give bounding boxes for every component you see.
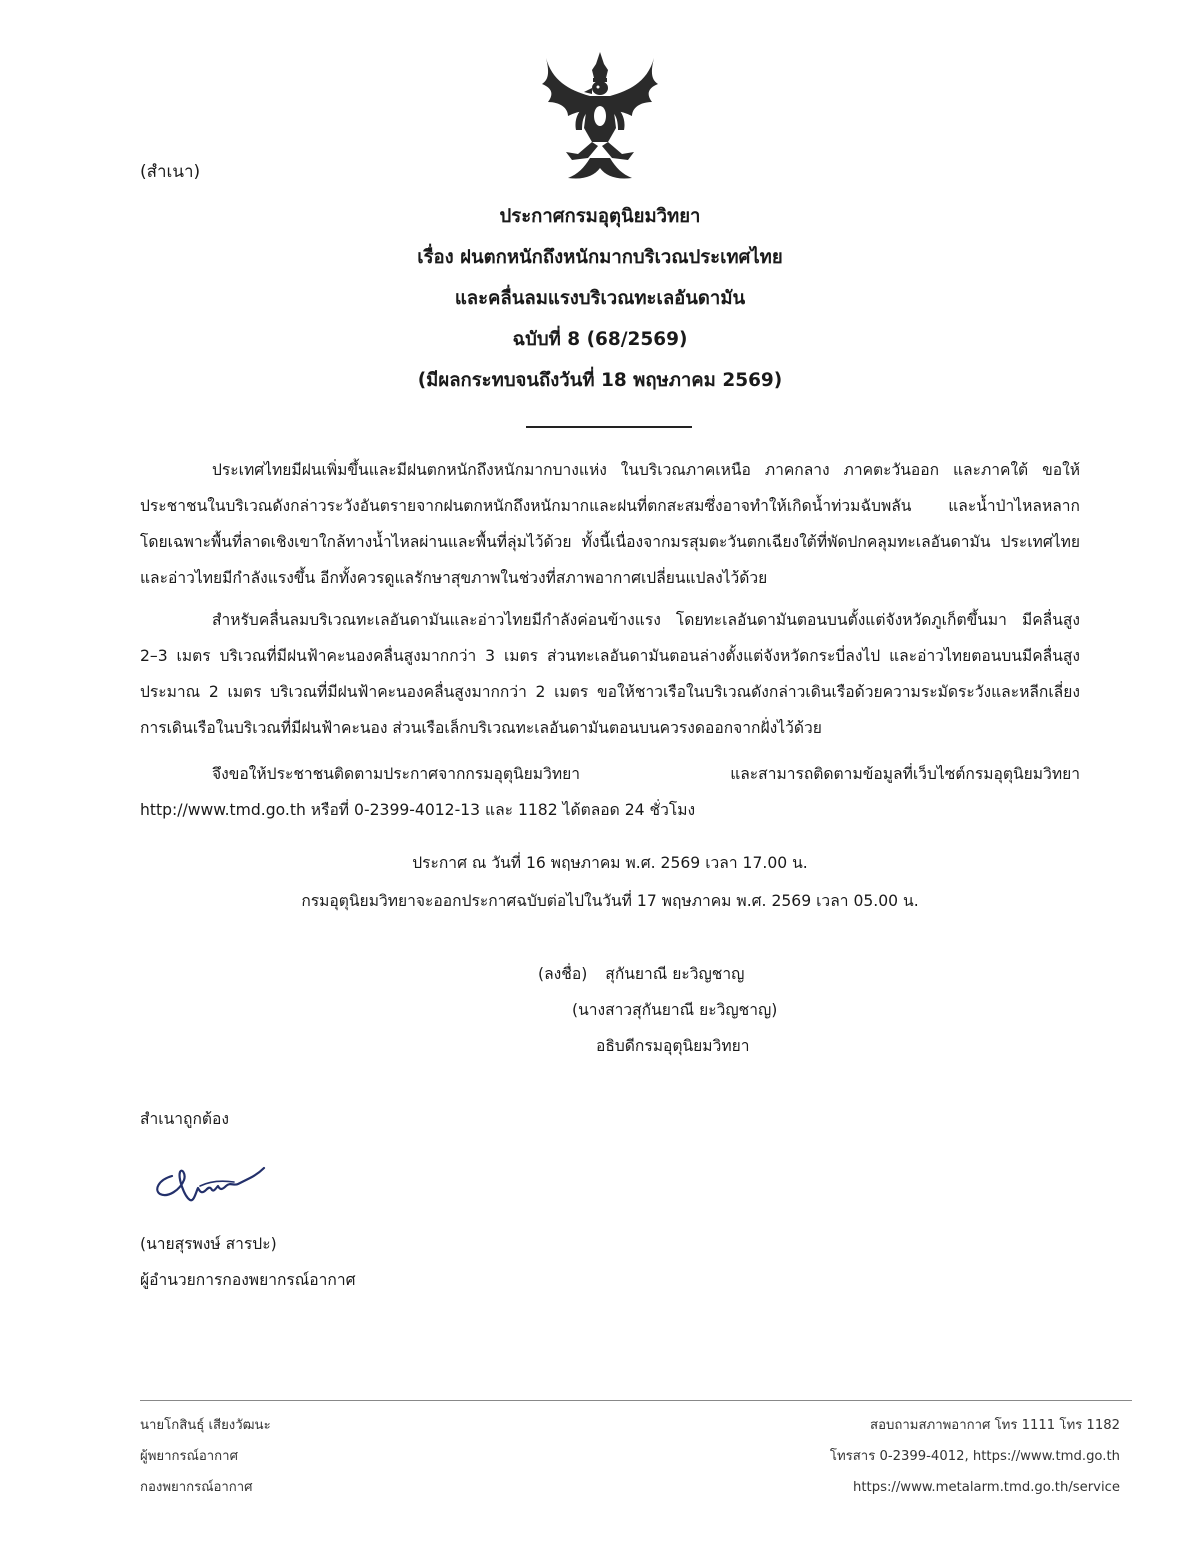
signatory-position: อธิบดีกรมอุตุนิยมวิทยา [596,1037,750,1055]
footer-divider [140,1400,1132,1401]
fax-website: โทรสาร 0-2399-4012, https://www.tmd.go.th [829,1449,1120,1464]
title-subject: เรื่อง ฝนตกหนักถึงหนักมากบริเวณประเทศไทย [417,247,783,268]
inquiry-phone: สอบถามสภาพอากาศ โทร 1111 โทร 1182 [870,1418,1120,1433]
certified-copy-label: สำเนาถูกต้อง [140,1110,230,1128]
title-effective-until: (มีผลกระทบจนถึงวันที่ 18 พฤษภาคม 2569) [417,370,783,391]
paragraph-wave-warning: สำหรับคลื่นลมบริเวณทะเลอันดามันและอ่าวไทยมีกำลังค่อนข้างแรง โดยทะเลอันดามันตอนบนตั้งแต่จังหวัดภูเก็ตขึ้นมา มีคลื่นสูง 2–3 เมตร บริเวณที่มีฝนฟ้าคะนองคลื่นสูงมากกว่า 3 เมตร ส่วนทะเลอันดามันตอนล่างตั้งแต่จังหวัดกระบี่ลงไป และอ่าวไทยตอนบนมีคลื่นสูงประมาณ 2 เมตร บริเวณที่มีฝนฟ้าคะนองคลื่นสูงมากกว่า 2 เมตร ขอให้ชาวเรือในบริเวณดังกล่าวเดินเรือด้วยความระมัดระวังและหลีกเลี่ยงการเดินเรือในบริเวณที่มีฝนฟ้าคะนอง ส่วนเรือเล็กบริเวณทะเลอันดามันตอนบนควรงดออกจากฝั่งไว้ด้วย [140,611,1080,737]
signed-name: สุกันยาณี ยะวิญชาญ [605,965,745,983]
signatory-full-name: (นางสาวสุกันยาณี ยะวิญชาญ) [572,1001,778,1019]
certifier-name: (นายสุรพงษ์ สารปะ) [140,1235,277,1253]
forecaster-role: ผู้พยากรณ์อากาศ [140,1449,238,1464]
next-issue-notice: กรมอุตุนิยมวิทยาจะออกประกาศฉบับต่อไปในวันที่ 17 พฤษภาคม พ.ศ. 2569 เวลา 05.00 น. [301,892,919,910]
announcement-title [200,196,1000,401]
service-url: https://www.metalarm.tmd.go.th/service [853,1480,1120,1495]
copy-mark: (สำเนา) [140,162,201,182]
title-divider [526,426,692,428]
garuda-emblem-icon [538,50,662,182]
footer-forecaster-info [140,1410,271,1503]
title-issue-number: ฉบับที่ 8 (68/2569) [512,329,688,350]
announce-date: ประกาศ ณ วันที่ 16 พฤษภาคม พ.ศ. 2569 เวลา 17.00 น. [412,854,808,872]
title-subject-continued: และคลื่นลมแรงบริเวณทะเลอันดามัน [454,288,746,309]
forecaster-division: กองพยากรณ์อากาศ [140,1480,253,1495]
footer-contact-info [830,1410,1120,1503]
signed-line [538,961,744,986]
forecaster-name: นายโกสินธุ์ เสียงวัฒนะ [140,1418,271,1433]
handwritten-signature [150,1156,268,1210]
paragraph-rain-warning: ประเทศไทยมีฝนเพิ่มขึ้นและมีฝนตกหนักถึงหนักมากบางแห่ง ในบริเวณภาคเหนือ ภาคกลาง ภาคตะวันออก และภาคใต้ ขอให้ประชาชนในบริเวณดังกล่าวระวังอันตรายจากฝนตกหนักถึงหนักมากและฝนที่ตกสะสมซึ่งอาจทำให้เกิดน้ำท่วมฉับพลัน และน้ำป่าไหลหลาก โดยเฉพาะพื้นที่ลาดเชิงเขาใกล้ทางน้ำไหลผ่านและพื้นที่ลุ่มไว้ด้วย ทั้งนี้เนื่องจากมรสุมตะวันตกเฉียงใต้ที่พัดปกคลุมทะเลอันดามัน ประเทศไทย และอ่าวไทยมีกำลังแรงขึ้น อีกทั้งควรดูแลรักษาสุขภาพในช่วงที่สภาพอากาศเปลี่ยนแปลงไว้ด้วย [140,461,1080,587]
paragraph-follow-updates: จึงขอให้ประชาชนติดตามประกาศจากกรมอุตุนิยมวิทยา และสามารถติดตามข้อมูลที่เว็บไซต์กรมอุตุนิยมวิทยา http://www.tmd.go.th หรือที่ 0-2399-4012-13 และ 1182 ได้ตลอด 24 ชั่วโมง [140,765,1080,819]
certifier-position: ผู้อำนวยการกองพยากรณ์อากาศ [140,1271,356,1289]
title-agency: ประกาศกรมอุตุนิยมวิทยา [499,206,701,227]
signed-label: (ลงชื่อ) [538,965,588,983]
